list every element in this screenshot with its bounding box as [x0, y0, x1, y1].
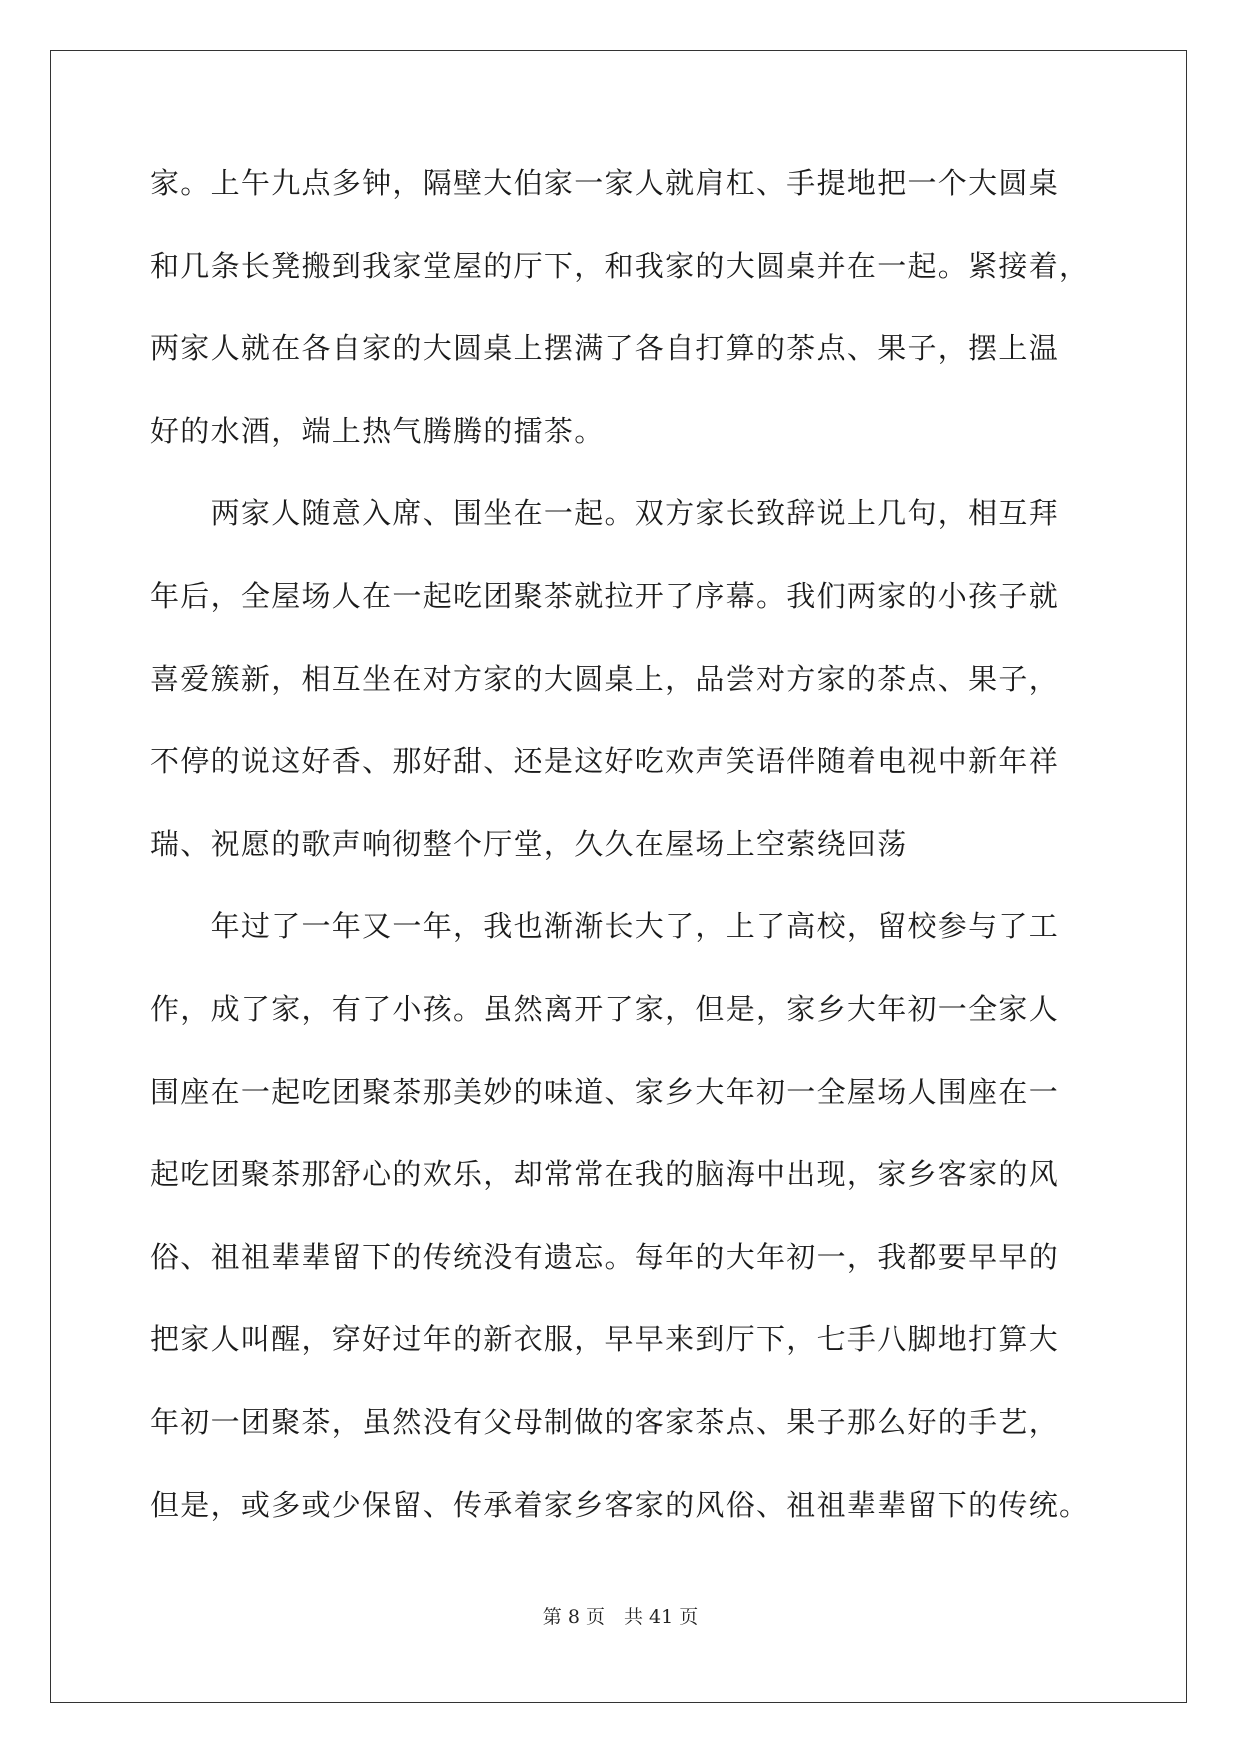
text-line: 瑞、祝愿的歌声响彻整个厅堂，久久在屋场上空萦绕回荡 [150, 826, 908, 861]
text-line: 年初一团聚茶，虽然没有父母制做的客家茶点、果子那么好的手艺， [150, 1404, 1060, 1439]
text-line: 年过了一年又一年，我也渐渐长大了，上了高校，留校参与了工 [150, 909, 1060, 944]
text-line: 年后，全屋场人在一起吃团聚茶就拉开了序幕。我们两家的小孩子就 [150, 578, 1060, 613]
text-line: 两家人就在各自家的大圆桌上摆满了各自打算的茶点、果子，摆上温 [150, 331, 1060, 366]
text-line: 把家人叫醒，穿好过年的新衣服，早早来到厅下，七手八脚地打算大 [150, 1322, 1060, 1357]
text-line: 围座在一起吃团聚茶那美妙的味道、家乡大年初一全屋场人围座在一 [150, 1074, 1060, 1109]
text-line: 作，成了家，有了小孩。虽然离开了家，但是，家乡大年初一全家人 [150, 991, 1060, 1026]
text-line: 但是，或多或少保留、传承着家乡客家的风俗、祖祖辈辈留下的传统。 [150, 1487, 1090, 1522]
page-footer [0, 1602, 1241, 1629]
text-line: 不停的说这好香、那好甜、还是这好吃欢声笑语伴随着电视中新年祥 [150, 744, 1060, 779]
text-line: 喜爱簇新，相互坐在对方家的大圆桌上，品尝对方家的茶点、果子， [150, 661, 1060, 696]
text-line: 好的水酒，端上热气腾腾的擂茶。 [150, 413, 605, 448]
page-number-label: 第 8 页 共 41 页 [542, 1606, 699, 1628]
text-line: 家。上午九点多钟，隔壁大伯家一家人就肩杠、手提地把一个大圆桌 [150, 166, 1060, 200]
text-line: 起吃团聚茶那舒心的欢乐，却常常在我的脑海中出现，家乡客家的风 [150, 1157, 1060, 1192]
document-body [150, 166, 1090, 1570]
text-line: 和几条长凳搬到我家堂屋的厅下，和我家的大圆桌并在一起。紧接着， [150, 248, 1090, 283]
text-line: 俗、祖祖辈辈留下的传统没有遗忘。每年的大年初一，我都要早早的 [150, 1239, 1060, 1274]
text-line: 两家人随意入席、围坐在一起。双方家长致辞说上几句，相互拜 [150, 496, 1060, 531]
